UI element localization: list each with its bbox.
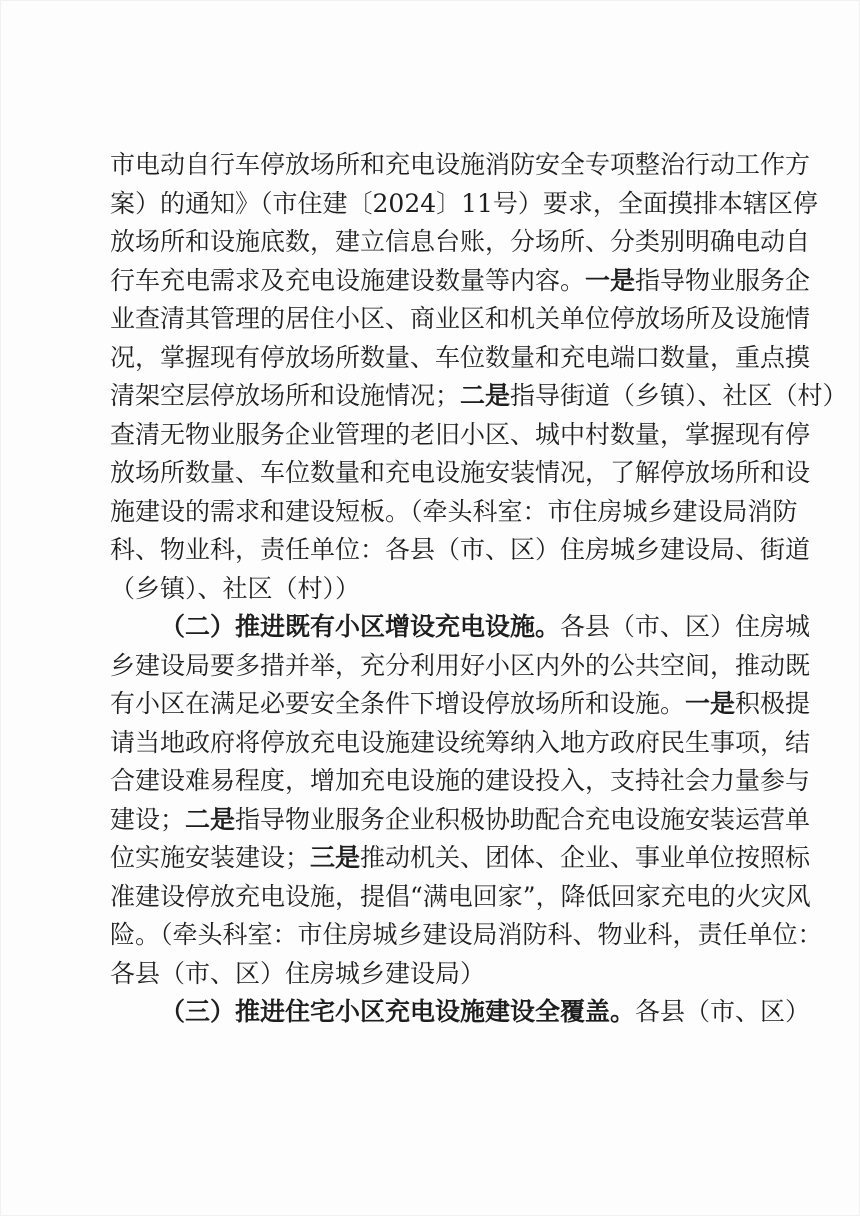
text-line: 施建设的需求和建设短板。（牵头科室：市住房城乡建设局消防	[110, 496, 798, 526]
text-line: （乡镇）、社区（村））	[110, 573, 361, 603]
text-line: 业查清其管理的居住小区、商业区和机关单位停放场所及设施情	[110, 304, 811, 333]
text-run: 建设；	[110, 804, 186, 834]
text-run: 有小区在满足必要安全条件下增设停放场所和设施。	[110, 689, 686, 718]
text-line: 科、物业科，责任单位：各县（市、区）住房城乡建设局、街道	[110, 535, 811, 564]
keyword-third: 三是	[310, 843, 361, 872]
text-run: 指导街道（乡镇）、社区（村）	[510, 381, 848, 410]
text-line: 请当地政府将停放充电设施建设统筹纳入地方政府民生事项，结	[110, 727, 811, 757]
keyword-second: 二是	[460, 381, 511, 410]
text-line: 放场所数量、车位数量和充电设施安装情况，了解停放场所和设	[110, 458, 811, 487]
text-line	[110, 839, 811, 878]
text-line	[110, 685, 811, 724]
text-run: 行车充电需求及充电设施建设数量等内容。	[110, 265, 586, 295]
section-heading-line	[110, 993, 811, 1032]
text-run: 位实施安装建设；	[110, 843, 311, 872]
text-line: 放场所和设施底数，建立信息台账，分场所、分类别明确电动自	[110, 227, 811, 256]
text-line	[110, 801, 811, 840]
text-run: 推动机关、团体、企业、事业单位按照标	[360, 843, 811, 872]
keyword-first: 一是	[585, 265, 636, 295]
text-run: 各县（市、区）	[635, 997, 811, 1026]
text-line: 各县（市、区）住房城乡建设局）	[110, 958, 486, 988]
keyword-first: 一是	[685, 689, 736, 718]
text-run: 积极提	[735, 689, 811, 718]
text-line: 乡建设局要多措并举，充分利用好小区内外的公共空间，推动既	[110, 650, 811, 680]
text-line: 准建设停放充电设施，提倡“满电回家”，降低回家充电的火灾风	[110, 881, 811, 911]
text-run: 各县（市、区）住房城	[560, 612, 811, 641]
text-line: 合建设难易程度，增加充电设施的建设投入，支持社会力量参与	[110, 766, 811, 795]
keyword-second: 二是	[185, 804, 236, 834]
text-run: 指导物业服务企	[635, 265, 811, 295]
section-heading: （二）推进既有小区增设充电设施。	[160, 612, 561, 641]
text-line: 市电动自行车停放场所和充电设施消防安全专项整治行动工作方	[110, 150, 811, 179]
text-run: 清架空层停放场所和设施情况；	[110, 381, 461, 410]
document-body	[110, 146, 848, 1032]
text-line	[110, 262, 811, 301]
section-heading: （三）推进住宅小区充电设施建设全覆盖。	[160, 997, 636, 1026]
text-line	[110, 377, 848, 416]
text-run: 指导物业服务企业积极协助配合充电设施安装运营单	[235, 804, 811, 834]
text-line: 查清无物业服务企业管理的老旧小区、城中村数量，掌握现有停	[110, 419, 811, 449]
text-line: 案）的通知》（市住建〔2024〕11号）要求，全面摸排本辖区停	[110, 188, 818, 218]
section-heading-line	[110, 608, 811, 647]
text-line: 险。（牵头科室：市住房城乡建设局消防科、物业科，责任单位：	[110, 920, 823, 949]
text-line: 况，掌握现有停放场所数量、车位数量和充电端口数量，重点摸	[110, 342, 811, 372]
